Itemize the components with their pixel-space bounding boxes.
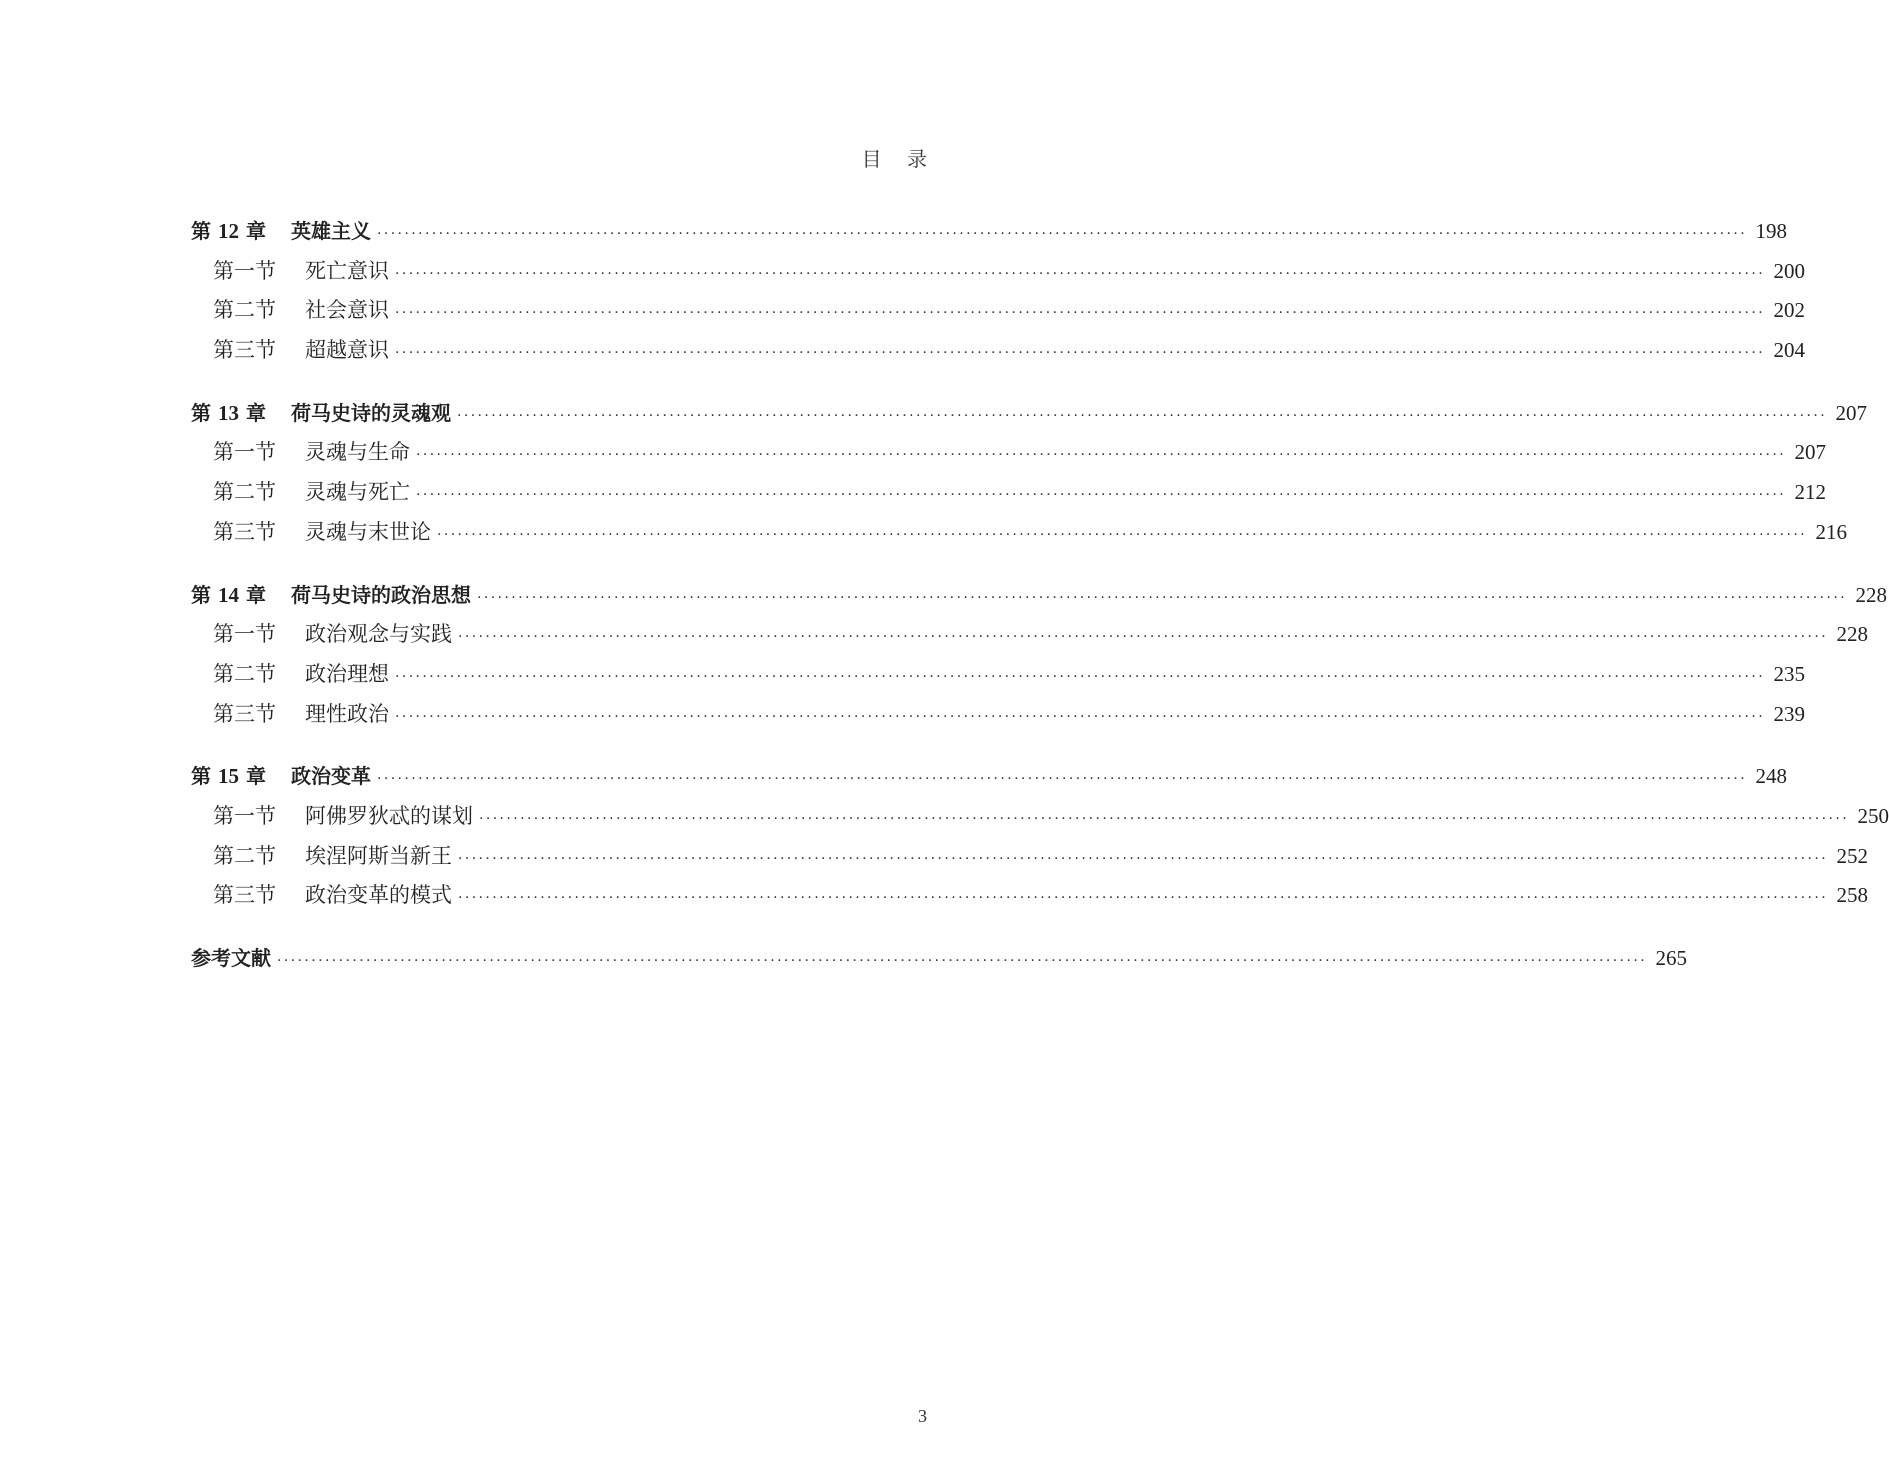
chapter-heading bbox=[191, 757, 371, 797]
chapter-title: 英雄主义 bbox=[291, 219, 371, 243]
chapter-suffix: 章 bbox=[245, 764, 266, 789]
dot-leader: ········································································································································································································ bbox=[395, 668, 1766, 685]
toc-section-entry[interactable] bbox=[191, 615, 1869, 655]
section-label: 第三节 bbox=[213, 338, 276, 363]
section-label: 第二节 bbox=[213, 661, 276, 686]
dot-leader: ········································································································································································································ bbox=[416, 447, 1787, 464]
section-label: 第一节 bbox=[213, 440, 276, 465]
section-page-number: 204 bbox=[1773, 338, 1806, 363]
section-label: 第二节 bbox=[213, 843, 276, 868]
references-title: 参考文献 bbox=[191, 946, 271, 970]
toc-chapter-entry[interactable] bbox=[191, 394, 1868, 434]
dot-leader: ········································································································································································································ bbox=[377, 771, 1748, 788]
toc-references-entry[interactable] bbox=[191, 939, 1688, 979]
dot-leader: ········································································································································································································ bbox=[458, 629, 1829, 646]
chapter-page-number: 228 bbox=[1855, 582, 1888, 607]
section-title: 社会意识 bbox=[305, 298, 389, 323]
toc-section-entry[interactable] bbox=[191, 331, 1806, 371]
toc-chapter-group bbox=[191, 576, 1888, 735]
section-label: 第二节 bbox=[213, 298, 276, 323]
toc-chapter-entry[interactable] bbox=[191, 576, 1888, 616]
table-of-contents bbox=[191, 212, 1889, 1002]
toc-chapter-group bbox=[191, 757, 1889, 916]
toc-section-entry[interactable] bbox=[191, 513, 1848, 553]
chapter-suffix: 章 bbox=[245, 400, 266, 425]
section-title: 死亡意识 bbox=[305, 258, 389, 283]
section-page-number: 212 bbox=[1794, 480, 1827, 505]
chapter-prefix: 第 bbox=[191, 582, 211, 607]
dot-leader: ········································································································································································································ bbox=[479, 810, 1850, 827]
chapter-heading bbox=[191, 576, 471, 616]
chapter-title: 荷马史诗的灵魂观 bbox=[291, 400, 451, 425]
section-title: 理性政治 bbox=[305, 701, 389, 726]
chapter-prefix: 第 bbox=[191, 219, 211, 243]
dot-leader: ········································································································································································································ bbox=[395, 305, 1766, 322]
section-label: 第一节 bbox=[213, 258, 276, 283]
section-page-number: 239 bbox=[1773, 701, 1806, 726]
dot-leader: ········································································································································································································ bbox=[395, 345, 1766, 362]
chapter-suffix: 章 bbox=[245, 582, 266, 607]
dot-leader: ········································································································································································································ bbox=[395, 708, 1766, 725]
section-title: 政治理想 bbox=[305, 661, 389, 686]
section-title: 灵魂与死亡 bbox=[305, 480, 410, 505]
chapter-number: 13 bbox=[217, 400, 239, 425]
chapter-number: 14 bbox=[217, 582, 239, 607]
section-title: 灵魂与生命 bbox=[305, 440, 410, 465]
section-label: 第三节 bbox=[213, 701, 276, 726]
chapter-prefix: 第 bbox=[191, 764, 211, 789]
section-title: 政治变革的模式 bbox=[305, 883, 452, 908]
toc-chapter-group bbox=[191, 394, 1868, 553]
chapter-page-number: 207 bbox=[1835, 400, 1868, 425]
section-label: 第一节 bbox=[213, 622, 276, 647]
page-number: 3 bbox=[918, 1406, 927, 1426]
dot-leader: ········································································································································································································ bbox=[458, 850, 1829, 867]
chapter-heading bbox=[191, 212, 371, 252]
toc-section-entry[interactable] bbox=[191, 433, 1827, 473]
section-page-number: 228 bbox=[1836, 622, 1869, 647]
toc-chapter-entry[interactable] bbox=[191, 757, 1788, 797]
dot-leader: ········································································································································································································ bbox=[277, 953, 1648, 969]
chapter-suffix: 章 bbox=[245, 219, 266, 243]
section-page-number: 207 bbox=[1794, 440, 1827, 465]
chapter-title: 政治变革 bbox=[291, 764, 371, 789]
toc-section-entry[interactable] bbox=[191, 291, 1806, 331]
toc-section-entry[interactable] bbox=[191, 837, 1869, 877]
chapter-title: 荷马史诗的政治思想 bbox=[291, 582, 471, 607]
section-page-number: 235 bbox=[1773, 661, 1806, 686]
section-page-number: 202 bbox=[1773, 298, 1806, 323]
section-page-number: 258 bbox=[1836, 883, 1869, 908]
chapter-prefix: 第 bbox=[191, 400, 211, 425]
dot-leader: ········································································································································································································ bbox=[416, 487, 1787, 504]
toc-section-entry[interactable] bbox=[191, 473, 1827, 513]
toc-section-entry[interactable] bbox=[191, 797, 1889, 837]
section-label: 第三节 bbox=[213, 883, 276, 908]
section-label: 第三节 bbox=[213, 519, 276, 544]
chapter-number: 12 bbox=[217, 219, 239, 243]
references-page-number: 265 bbox=[1655, 946, 1688, 970]
toc-section-entry[interactable] bbox=[191, 252, 1806, 292]
dot-leader: ········································································································································································································ bbox=[437, 526, 1808, 543]
toc-section-entry[interactable] bbox=[191, 876, 1869, 916]
toc-section-entry[interactable] bbox=[191, 655, 1806, 695]
section-page-number: 252 bbox=[1836, 843, 1869, 868]
chapter-page-number: 198 bbox=[1755, 219, 1788, 243]
section-title: 灵魂与末世论 bbox=[305, 519, 431, 544]
chapter-number: 15 bbox=[217, 764, 239, 789]
toc-chapter-group bbox=[191, 212, 1806, 371]
section-title: 阿佛罗狄忒的谋划 bbox=[305, 803, 473, 828]
chapter-page-number: 248 bbox=[1755, 764, 1788, 789]
section-label: 第二节 bbox=[213, 480, 276, 505]
section-page-number: 250 bbox=[1857, 803, 1889, 828]
dot-leader: ········································································································································································································ bbox=[458, 890, 1829, 907]
toc-references-group bbox=[191, 939, 1688, 979]
toc-chapter-entry[interactable] bbox=[191, 212, 1788, 252]
section-title: 政治观念与实践 bbox=[305, 622, 452, 647]
dot-leader: ········································································································································································································ bbox=[457, 407, 1828, 424]
dot-leader: ········································································································································································································ bbox=[477, 589, 1848, 606]
dot-leader: ········································································································································································································ bbox=[377, 226, 1748, 242]
section-page-number: 216 bbox=[1815, 519, 1848, 544]
section-label: 第一节 bbox=[213, 803, 276, 828]
section-page-number: 200 bbox=[1773, 258, 1806, 283]
section-title: 埃涅阿斯当新王 bbox=[305, 843, 452, 868]
toc-section-entry[interactable] bbox=[191, 695, 1806, 735]
dot-leader: ········································································································································································································ bbox=[395, 265, 1766, 282]
running-title: 目 录 bbox=[861, 147, 927, 171]
section-title: 超越意识 bbox=[305, 338, 389, 363]
chapter-heading bbox=[191, 394, 451, 434]
